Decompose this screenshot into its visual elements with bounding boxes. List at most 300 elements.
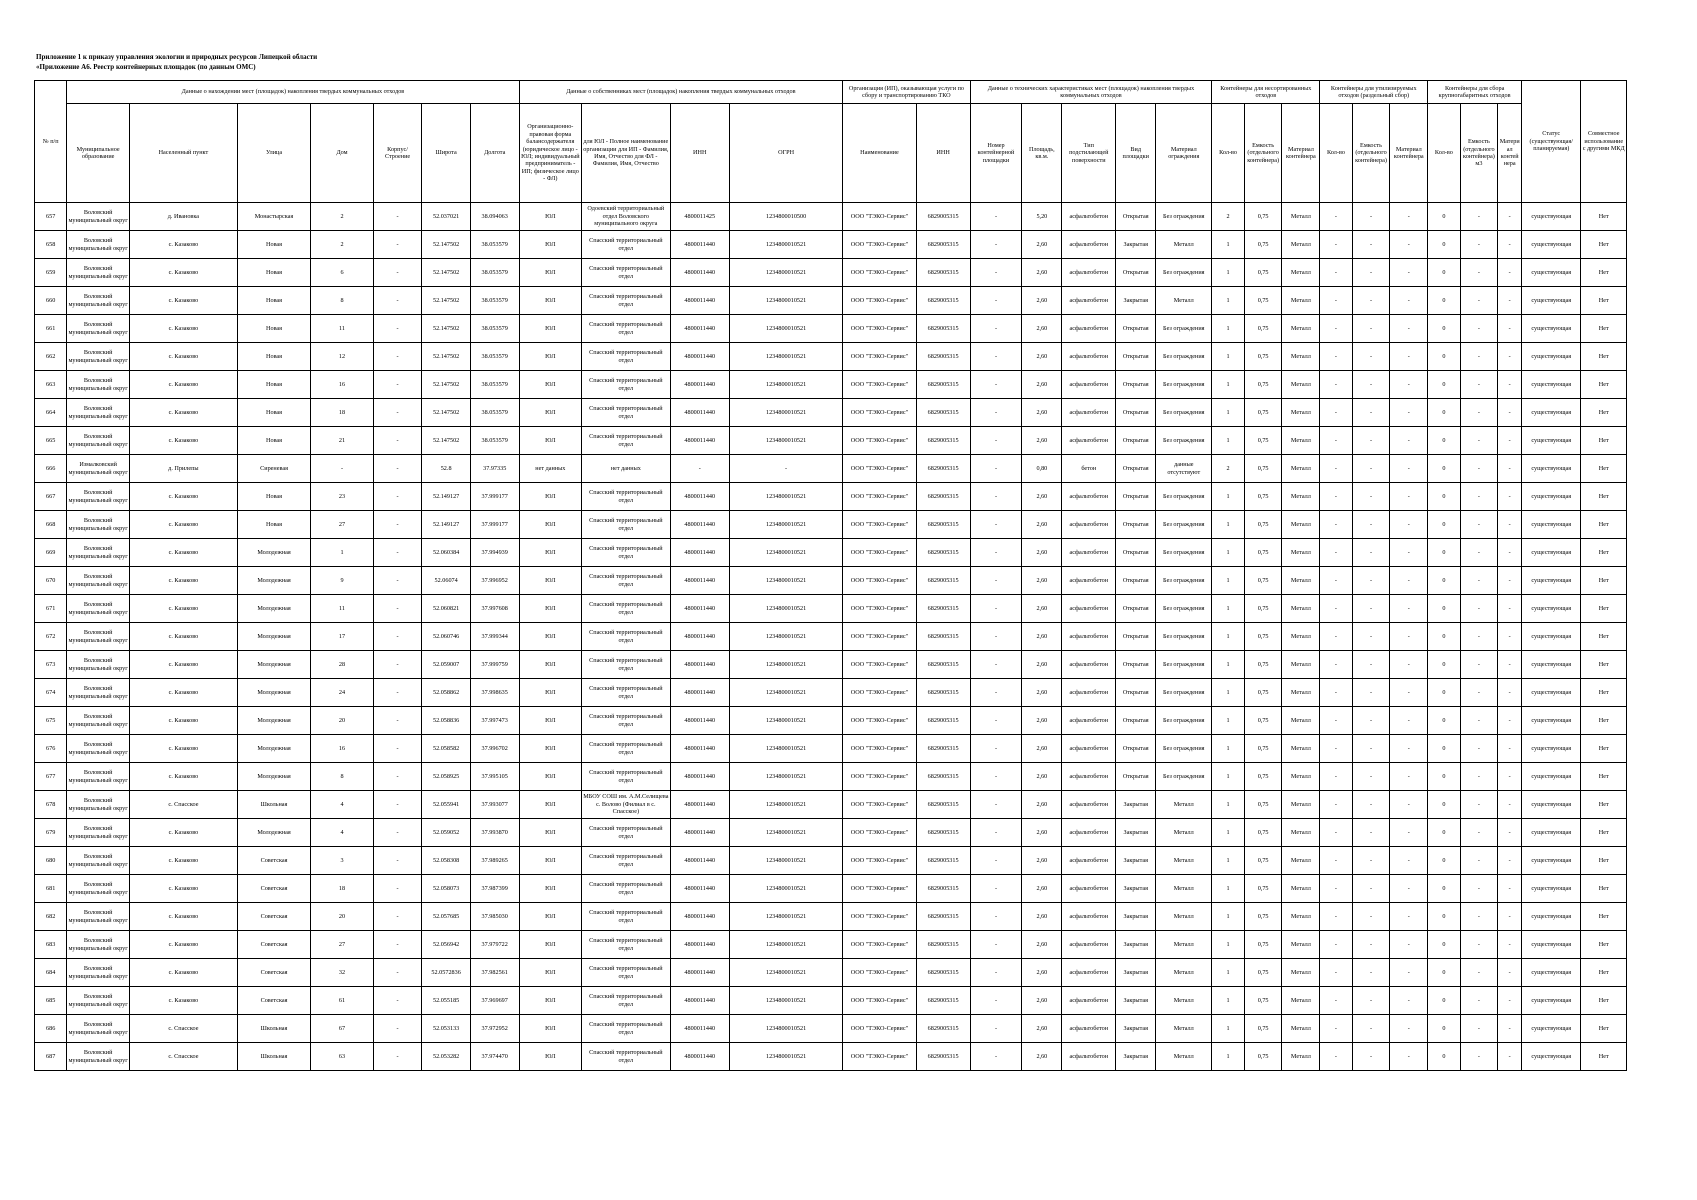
table-cell: -: [1320, 483, 1352, 511]
table-cell: Открытая: [1116, 735, 1156, 763]
table-cell: асфальтобетон: [1062, 763, 1116, 791]
table-cell: -: [1320, 791, 1352, 819]
table-cell: асфальтобетон: [1062, 399, 1116, 427]
table-cell: с. Казаково: [129, 371, 237, 399]
table-cell: Спасский территориальный отдел: [582, 427, 670, 455]
table-cell: Закрытая: [1116, 987, 1156, 1015]
table-cell: -: [1390, 959, 1428, 987]
table-cell: с. Казаково: [129, 679, 237, 707]
table-cell: Без ограждения: [1156, 427, 1212, 455]
table-cell: Металл: [1282, 511, 1320, 539]
table-cell: Спасский территориальный отдел: [582, 931, 670, 959]
table-cell: -: [1390, 231, 1428, 259]
table-cell: Нет: [1581, 399, 1627, 427]
table-cell: Спасский территориальный отдел: [582, 483, 670, 511]
table-cell: Металл: [1282, 875, 1320, 903]
table-cell: 1: [1212, 1043, 1244, 1071]
col-header-number: № п/п: [35, 81, 67, 203]
table-cell: 37.998635: [470, 679, 519, 707]
table-cell: -: [1460, 315, 1498, 343]
table-cell: 1: [1212, 847, 1244, 875]
table-cell: 2,60: [1022, 539, 1062, 567]
table-cell: Воловский муниципальный округ: [67, 371, 130, 399]
table-cell: -: [373, 315, 422, 343]
table-row: [35, 203, 1627, 231]
table-cell: 37.996702: [470, 735, 519, 763]
table-cell: Воловский муниципальный округ: [67, 791, 130, 819]
table-body: [35, 203, 1627, 1071]
table-cell: -: [1320, 735, 1352, 763]
table-cell: ЮЛ: [519, 371, 582, 399]
col-header: ИНН: [670, 104, 729, 203]
table-row: [35, 511, 1627, 539]
table-cell: -: [970, 959, 1022, 987]
col-header: Емкость (отдельного контейнера) м3: [1460, 104, 1498, 203]
table-cell: 0,75: [1244, 595, 1282, 623]
table-cell: 27: [311, 931, 374, 959]
table-cell: -: [1390, 791, 1428, 819]
table-cell: 662: [35, 343, 67, 371]
table-cell: 1: [1212, 791, 1244, 819]
table-cell: асфальтобетон: [1062, 259, 1116, 287]
table-cell: 6829005315: [916, 259, 970, 287]
col-header: Населенный пункт: [129, 104, 237, 203]
table-cell: 4800011440: [670, 483, 729, 511]
table-cell: Новая: [237, 259, 310, 287]
table-cell: ООО "ТЭКО-Сервис": [843, 399, 916, 427]
table-cell: -: [1390, 455, 1428, 483]
table-cell: 0,75: [1244, 875, 1282, 903]
table-cell: 52.147502: [422, 259, 471, 287]
table-cell: 52.149127: [422, 483, 471, 511]
table-cell: 4800011440: [670, 903, 729, 931]
table-cell: 4800011440: [670, 595, 729, 623]
table-cell: 1: [1212, 679, 1244, 707]
table-cell: 1234800010521: [729, 651, 842, 679]
table-cell: Металл: [1156, 287, 1212, 315]
table-cell: -: [1498, 287, 1522, 315]
table-cell: 672: [35, 623, 67, 651]
table-cell: Воловский муниципальный округ: [67, 399, 130, 427]
table-cell: 21: [311, 427, 374, 455]
table-cell: Металл: [1282, 1043, 1320, 1071]
table-cell: -: [1320, 651, 1352, 679]
table-cell: -: [1390, 539, 1428, 567]
table-cell: ЮЛ: [519, 595, 582, 623]
table-cell: существующая: [1522, 483, 1581, 511]
table-cell: Воловский муниципальный округ: [67, 231, 130, 259]
table-cell: -: [1460, 511, 1498, 539]
table-cell: -: [970, 315, 1022, 343]
table-cell: с. Казаково: [129, 287, 237, 315]
table-cell: 6829005315: [916, 287, 970, 315]
table-cell: 657: [35, 203, 67, 231]
table-cell: 0,75: [1244, 231, 1282, 259]
table-cell: Открытая: [1116, 511, 1156, 539]
table-cell: с. Казаково: [129, 959, 237, 987]
table-cell: -: [1390, 203, 1428, 231]
document-heading: [36, 52, 317, 72]
table-cell: -: [970, 1015, 1022, 1043]
col-header: Материал контейнера: [1498, 104, 1522, 203]
table-cell: 4800011440: [670, 1015, 729, 1043]
table-cell: 663: [35, 371, 67, 399]
table-cell: 0,75: [1244, 987, 1282, 1015]
table-cell: существующая: [1522, 623, 1581, 651]
table-cell: -: [373, 819, 422, 847]
table-cell: 37.997608: [470, 595, 519, 623]
table-cell: -: [1460, 259, 1498, 287]
table-cell: 666: [35, 455, 67, 483]
table-cell: с. Спасское: [129, 1043, 237, 1071]
table-cell: 0,75: [1244, 371, 1282, 399]
table-cell: Спасский территориальный отдел: [582, 595, 670, 623]
table-cell: -: [1320, 1043, 1352, 1071]
table-cell: Металл: [1282, 595, 1320, 623]
table-cell: 52.147502: [422, 427, 471, 455]
table-cell: 1234800010521: [729, 679, 842, 707]
table-cell: Открытая: [1116, 651, 1156, 679]
table-cell: -: [373, 511, 422, 539]
table-cell: асфальтобетон: [1062, 595, 1116, 623]
table-cell: существующая: [1522, 427, 1581, 455]
table-cell: 61: [311, 987, 374, 1015]
table-cell: Открытая: [1116, 259, 1156, 287]
table-cell: 6829005315: [916, 203, 970, 231]
table-cell: 52.060821: [422, 595, 471, 623]
table-cell: -: [1320, 455, 1352, 483]
table-cell: -: [1460, 399, 1498, 427]
table-cell: существующая: [1522, 595, 1581, 623]
table-cell: 9: [311, 567, 374, 595]
table-cell: -: [1390, 315, 1428, 343]
table-cell: 37.982561: [470, 959, 519, 987]
table-cell: Без ограждения: [1156, 567, 1212, 595]
table-cell: с. Казаково: [129, 987, 237, 1015]
table-cell: 0,75: [1244, 343, 1282, 371]
table-cell: -: [1320, 847, 1352, 875]
table-cell: с. Казаково: [129, 511, 237, 539]
table-cell: 37.993870: [470, 819, 519, 847]
table-cell: Нет: [1581, 1043, 1627, 1071]
table-cell: с. Казаково: [129, 735, 237, 763]
table-cell: ООО "ТЭКО-Сервис": [843, 931, 916, 959]
table-cell: 1234800010521: [729, 539, 842, 567]
table-cell: -: [1320, 287, 1352, 315]
table-cell: -: [1352, 623, 1390, 651]
table-cell: 1234800010521: [729, 819, 842, 847]
table-cell: -: [1498, 763, 1522, 791]
table-cell: Спасский территориальный отдел: [582, 567, 670, 595]
table-cell: -: [970, 455, 1022, 483]
table-cell: -: [1460, 427, 1498, 455]
table-cell: 38.053579: [470, 231, 519, 259]
col-header: Долгота: [470, 104, 519, 203]
table-cell: ООО "ТЭКО-Сервис": [843, 623, 916, 651]
table-cell: 6829005315: [916, 231, 970, 259]
table-cell: -: [970, 651, 1022, 679]
table-cell: -: [970, 679, 1022, 707]
table-cell: 37.999344: [470, 623, 519, 651]
table-cell: Металл: [1282, 483, 1320, 511]
table-cell: 4800011440: [670, 567, 729, 595]
table-cell: 4800011440: [670, 987, 729, 1015]
table-cell: 4800011440: [670, 931, 729, 959]
table-cell: -: [1390, 763, 1428, 791]
table-cell: 52.147502: [422, 343, 471, 371]
table-cell: 0,80: [1022, 455, 1062, 483]
table-cell: 2,60: [1022, 763, 1062, 791]
table-cell: асфальтобетон: [1062, 483, 1116, 511]
table-cell: существующая: [1522, 1015, 1581, 1043]
table-cell: -: [970, 735, 1022, 763]
column-header-row: [35, 104, 1627, 203]
table-cell: 1234800010521: [729, 399, 842, 427]
table-cell: Воловский муниципальный округ: [67, 259, 130, 287]
table-cell: 2,60: [1022, 231, 1062, 259]
table-cell: Воловский муниципальный округ: [67, 763, 130, 791]
table-cell: ЮЛ: [519, 1015, 582, 1043]
table-cell: 6829005315: [916, 679, 970, 707]
table-cell: Молодежная: [237, 567, 310, 595]
table-cell: 6829005315: [916, 427, 970, 455]
table-row: [35, 539, 1627, 567]
table-cell: 6829005315: [916, 343, 970, 371]
table-cell: -: [1460, 987, 1498, 1015]
table-cell: 1234800010521: [729, 1043, 842, 1071]
table-cell: 6829005315: [916, 567, 970, 595]
table-cell: 52.058073: [422, 875, 471, 903]
table-cell: -: [1352, 539, 1390, 567]
table-cell: с. Казаково: [129, 483, 237, 511]
table-cell: Без ограждения: [1156, 511, 1212, 539]
table-cell: -: [1390, 735, 1428, 763]
col-header: Улица: [237, 104, 310, 203]
table-cell: -: [373, 595, 422, 623]
table-cell: Без ограждения: [1156, 707, 1212, 735]
table-cell: -: [1498, 371, 1522, 399]
table-cell: 668: [35, 511, 67, 539]
table-cell: -: [1498, 903, 1522, 931]
table-cell: -: [970, 483, 1022, 511]
table-cell: ЮЛ: [519, 819, 582, 847]
table-cell: -: [1498, 539, 1522, 567]
table-cell: 6829005315: [916, 315, 970, 343]
table-cell: -: [1320, 315, 1352, 343]
table-cell: -: [1498, 679, 1522, 707]
table-cell: 0: [1428, 791, 1460, 819]
table-cell: 18: [311, 399, 374, 427]
table-cell: -: [670, 455, 729, 483]
table-cell: -: [1320, 371, 1352, 399]
table-cell: 2,60: [1022, 483, 1062, 511]
table-cell: Нет: [1581, 567, 1627, 595]
table-cell: 0: [1428, 679, 1460, 707]
table-row: [35, 847, 1627, 875]
table-cell: Спасский территориальный отдел: [582, 1043, 670, 1071]
table-cell: Воловский муниципальный округ: [67, 287, 130, 315]
table-cell: 678: [35, 791, 67, 819]
table-cell: Металл: [1282, 763, 1320, 791]
table-cell: Советская: [237, 875, 310, 903]
table-cell: Новая: [237, 371, 310, 399]
table-cell: -: [1352, 847, 1390, 875]
table-cell: существующая: [1522, 259, 1581, 287]
table-cell: асфальтобетон: [1062, 511, 1116, 539]
table-cell: 0,75: [1244, 259, 1282, 287]
table-cell: 0: [1428, 539, 1460, 567]
table-cell: -: [1320, 427, 1352, 455]
table-cell: ООО "ТЭКО-Сервис": [843, 1043, 916, 1071]
table-cell: 1: [1212, 595, 1244, 623]
table-cell: 2,60: [1022, 959, 1062, 987]
table-cell: 4800011425: [670, 203, 729, 231]
table-cell: Воловский муниципальный округ: [67, 203, 130, 231]
table-cell: 63: [311, 1043, 374, 1071]
table-cell: Советская: [237, 847, 310, 875]
table-cell: -: [1498, 1015, 1522, 1043]
table-cell: Металл: [1282, 455, 1320, 483]
table-cell: 52.147502: [422, 399, 471, 427]
table-cell: 1: [1212, 343, 1244, 371]
table-cell: Закрытая: [1116, 931, 1156, 959]
table-cell: -: [970, 511, 1022, 539]
table-cell: Воловский муниципальный округ: [67, 595, 130, 623]
table-cell: ООО "ТЭКО-Сервис": [843, 259, 916, 287]
table-cell: -: [1460, 791, 1498, 819]
table-cell: 6829005315: [916, 875, 970, 903]
table-cell: 27: [311, 511, 374, 539]
table-cell: 38.053579: [470, 287, 519, 315]
table-row: [35, 427, 1627, 455]
table-cell: -: [373, 483, 422, 511]
table-cell: Нет: [1581, 707, 1627, 735]
table-cell: ЮЛ: [519, 1043, 582, 1071]
table-cell: 1: [311, 539, 374, 567]
table-cell: 0,75: [1244, 203, 1282, 231]
table-cell: 1: [1212, 623, 1244, 651]
table-cell: 0,75: [1244, 763, 1282, 791]
table-cell: Без ограждения: [1156, 595, 1212, 623]
table-cell: -: [970, 707, 1022, 735]
table-cell: Воловский муниципальный округ: [67, 735, 130, 763]
table-cell: 52.8: [422, 455, 471, 483]
table-cell: Без ограждения: [1156, 203, 1212, 231]
table-cell: 0,75: [1244, 735, 1282, 763]
table-cell: -: [373, 651, 422, 679]
table-row: [35, 763, 1627, 791]
table-cell: 2,60: [1022, 343, 1062, 371]
table-cell: 4800011440: [670, 259, 729, 287]
col-header: Широта: [422, 104, 471, 203]
table-cell: Спасский территориальный отдел: [582, 707, 670, 735]
table-cell: Воловский муниципальный округ: [67, 511, 130, 539]
table-cell: 0: [1428, 427, 1460, 455]
table-cell: -: [1390, 623, 1428, 651]
table-cell: 20: [311, 903, 374, 931]
table-cell: Нет: [1581, 819, 1627, 847]
table-cell: Открытая: [1116, 343, 1156, 371]
table-cell: 1: [1212, 287, 1244, 315]
table-cell: 6: [311, 259, 374, 287]
table-cell: -: [373, 875, 422, 903]
table-cell: -: [1352, 931, 1390, 959]
table-cell: 1: [1212, 399, 1244, 427]
table-cell: Новая: [237, 399, 310, 427]
table-cell: существующая: [1522, 539, 1581, 567]
table-cell: -: [373, 1015, 422, 1043]
heading-line-2: «Приложение А6. Реестр контейнерных площадок (по данным ОМС): [36, 63, 256, 71]
table-cell: 681: [35, 875, 67, 903]
table-cell: 23: [311, 483, 374, 511]
table-cell: ООО "ТЭКО-Сервис": [843, 735, 916, 763]
table-cell: 4800011440: [670, 371, 729, 399]
table-cell: 2,60: [1022, 399, 1062, 427]
table-cell: асфальтобетон: [1062, 315, 1116, 343]
table-cell: 37.993077: [470, 791, 519, 819]
table-cell: асфальтобетон: [1062, 1043, 1116, 1071]
table-cell: -: [311, 455, 374, 483]
table-cell: -: [1390, 707, 1428, 735]
table-cell: 2,60: [1022, 623, 1062, 651]
table-cell: Металл: [1156, 1015, 1212, 1043]
table-cell: Закрытая: [1116, 287, 1156, 315]
col-header: Емкость (отдельного контейнера): [1244, 104, 1282, 203]
table-cell: -: [1498, 931, 1522, 959]
table-row: [35, 791, 1627, 819]
table-row: [35, 735, 1627, 763]
table-cell: Нет: [1581, 231, 1627, 259]
table-cell: Нет: [1581, 987, 1627, 1015]
table-row: [35, 287, 1627, 315]
table-cell: с. Казаково: [129, 427, 237, 455]
table-cell: 0: [1428, 735, 1460, 763]
table-cell: 67: [311, 1015, 374, 1043]
table-cell: Без ограждения: [1156, 623, 1212, 651]
table-cell: Без ограждения: [1156, 315, 1212, 343]
table-cell: Нет: [1581, 763, 1627, 791]
table-cell: 0,75: [1244, 623, 1282, 651]
table-cell: 658: [35, 231, 67, 259]
table-cell: 52.059007: [422, 651, 471, 679]
table-cell: 4800011440: [670, 707, 729, 735]
table-cell: -: [1460, 623, 1498, 651]
table-row: [35, 903, 1627, 931]
table-cell: -: [373, 847, 422, 875]
table-cell: 6829005315: [916, 707, 970, 735]
table-cell: -: [1320, 875, 1352, 903]
table-cell: Молодежная: [237, 819, 310, 847]
table-cell: 664: [35, 399, 67, 427]
table-cell: Без ограждения: [1156, 483, 1212, 511]
table-cell: -: [970, 623, 1022, 651]
table-cell: 38.053579: [470, 399, 519, 427]
table-cell: 37.999759: [470, 651, 519, 679]
table-cell: -: [1390, 987, 1428, 1015]
table-cell: асфальтобетон: [1062, 343, 1116, 371]
table-cell: 52.060384: [422, 539, 471, 567]
table-cell: 0: [1428, 903, 1460, 931]
table-cell: 1234800010521: [729, 371, 842, 399]
table-cell: -: [1320, 595, 1352, 623]
table-cell: -: [1320, 343, 1352, 371]
table-cell: асфальтобетон: [1062, 959, 1116, 987]
table-cell: 1: [1212, 427, 1244, 455]
table-cell: -: [1498, 427, 1522, 455]
table-cell: 11: [311, 595, 374, 623]
table-cell: существующая: [1522, 1043, 1581, 1071]
table-cell: асфальтобетон: [1062, 623, 1116, 651]
